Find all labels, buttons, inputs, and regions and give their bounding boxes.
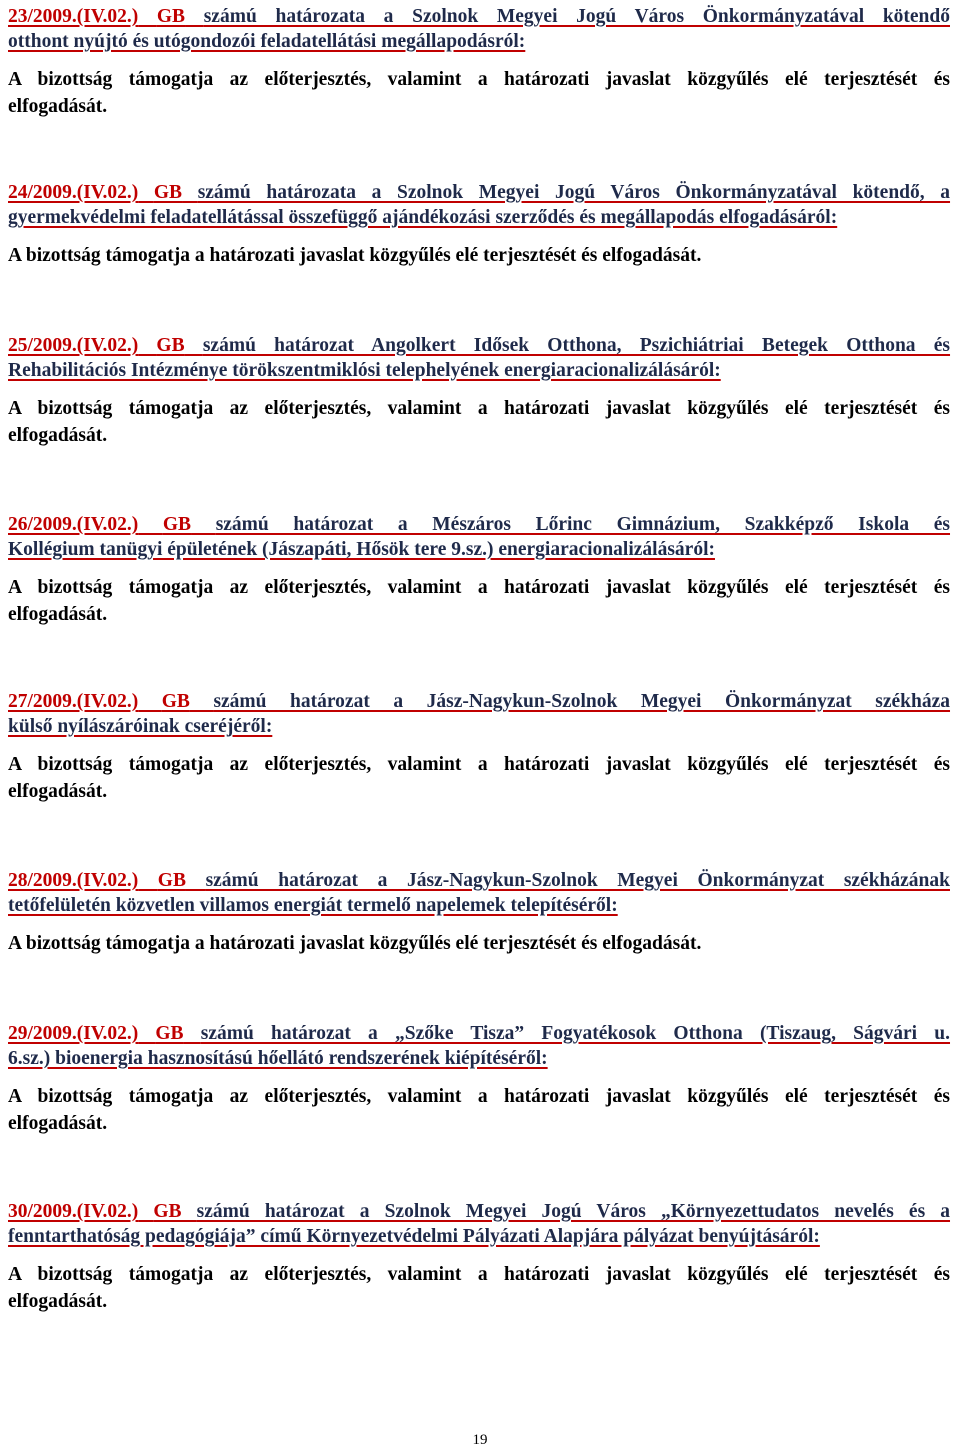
decision-line1: A bizottság támogatja az előterjesztés, valamint a határozati javaslat közgyűlés elé terjesztését és <box>8 69 950 90</box>
resolution-number: 23/2009.(IV.02.) <box>8 6 139 27</box>
decision-line1: A bizottság támogatja az előterjesztés, valamint a határozati javaslat közgyűlés elé terjesztését és <box>8 398 950 419</box>
resolution-gb: GB <box>153 182 183 203</box>
decision-line1: A bizottság támogatja az előterjesztés, valamint a határozati javaslat közgyűlés elé terjesztését és <box>8 577 950 598</box>
resolution-gb: GB <box>155 1023 184 1044</box>
resolution-number: 30/2009.(IV.02.) <box>8 1201 139 1222</box>
resolution-title-line2: Kollégium tanügyi épületének (Jászapáti, Hősök tere 9.sz.) energiaracionalizálásáról: <box>8 539 715 560</box>
decision-line2: elfogadását. <box>8 1113 108 1134</box>
resolution-title-line1: számú határozata a Szolnok Megyei Jogú Város Önkormányzatával kötendő, a <box>197 182 951 203</box>
resolution-decision <box>8 1083 950 1137</box>
resolution-block <box>8 333 950 449</box>
resolution-gb: GB <box>162 514 192 535</box>
page-number: 19 <box>472 1432 488 1448</box>
decision-line2: elfogadását. <box>8 781 108 802</box>
resolution-title-line2: külső nyílászáróinak cseréjéről: <box>8 716 273 737</box>
resolution-number: 29/2009.(IV.02.) <box>8 1023 139 1044</box>
resolution-block <box>8 1199 950 1315</box>
resolution-heading <box>8 1199 950 1249</box>
resolution-title-line1: számú határozat a „Szőke Tisza” Fogyatékosok Otthona (Tiszaug, Ságvári u. <box>200 1023 951 1044</box>
resolution-title-line2: fenntarthatóság pedagógiája” című Környezetvédelmi Pályázati Alapjára pályázat benyújtásáról: <box>8 1226 820 1247</box>
resolution-gb: GB <box>161 691 190 712</box>
resolution-block <box>8 512 950 628</box>
resolution-heading <box>8 868 950 918</box>
resolution-title-line1: számú határozat a Szolnok Megyei Jogú Város „Környezettudatos nevelés és a <box>196 1201 951 1222</box>
resolution-heading <box>8 333 950 383</box>
resolution-number: 24/2009.(IV.02.) <box>8 182 139 203</box>
resolution-heading <box>8 512 950 562</box>
resolution-gb: GB <box>156 335 185 356</box>
decision-line2: elfogadását. <box>8 425 108 446</box>
resolution-number: 26/2009.(IV.02.) <box>8 514 139 535</box>
resolution-title-line1: számú határozat a Jász-Nagykun-Szolnok Megyei Önkormányzat székházának <box>205 870 950 891</box>
decision-line1: A bizottság támogatja az előterjesztés, valamint a határozati javaslat közgyűlés elé terjesztését és <box>8 754 950 775</box>
resolution-decision <box>8 1261 950 1315</box>
resolution-title-line2: gyermekvédelmi feladatellátással összefüggő ajándékozási szerződés és megállapodás elfogadásáról: <box>8 207 838 228</box>
resolution-title-line1: számú határozat a Jász-Nagykun-Szolnok Megyei Önkormányzat székháza <box>213 691 951 712</box>
resolution-heading <box>8 1021 950 1071</box>
resolution-title-line1: számú határozata a Szolnok Megyei Jogú Város Önkormányzatával kötendő <box>203 6 950 27</box>
resolution-decision <box>8 574 950 628</box>
resolution-number: 27/2009.(IV.02.) <box>8 691 139 712</box>
resolution-title-line1: számú határozat a Mészáros Lőrinc Gimnázium, Szakképző Iskola és <box>215 514 951 535</box>
resolution-number: 28/2009.(IV.02.) <box>8 870 139 891</box>
resolution-title-line2: Rehabilitációs Intézménye törökszentmiklósi telephelyének energiaracionalizálásáról: <box>8 360 721 381</box>
decision-line2: elfogadását. <box>8 604 108 625</box>
decision-line2: elfogadását. <box>8 1291 108 1312</box>
resolution-heading <box>8 180 950 230</box>
resolution-block <box>8 4 950 120</box>
resolution-block <box>8 180 950 269</box>
decision-line1: A bizottság támogatja a határozati javaslat közgyűlés elé terjesztését és elfogadását. <box>8 245 702 266</box>
decision-line1: A bizottság támogatja az előterjesztés, valamint a határozati javaslat közgyűlés elé terjesztését és <box>8 1264 950 1285</box>
resolution-block <box>8 689 950 805</box>
decision-line1: A bizottság támogatja a határozati javaslat közgyűlés elé terjesztését és elfogadását. <box>8 933 702 954</box>
resolution-decision <box>8 242 950 269</box>
resolution-block <box>8 868 950 957</box>
resolution-gb: GB <box>156 6 186 27</box>
resolution-title-line2: 6.sz.) bioenergia hasznosítású hőellátó rendszerének kiépítéséről: <box>8 1048 548 1069</box>
decision-line2: elfogadását. <box>8 96 108 117</box>
resolution-number: 25/2009.(IV.02.) <box>8 335 139 356</box>
resolution-decision <box>8 66 950 120</box>
resolution-title-line1: számú határozat Angolkert Idősek Otthona, Pszichiátriai Betegek Otthona és <box>202 335 951 356</box>
resolution-title-line2: otthont nyújtó és utógondozói feladatellátási megállapodásról: <box>8 31 526 52</box>
resolution-block <box>8 1021 950 1137</box>
resolution-heading <box>8 689 950 739</box>
resolution-decision <box>8 930 950 957</box>
resolution-heading <box>8 4 950 54</box>
resolution-gb: GB <box>153 1201 182 1222</box>
resolution-decision <box>8 395 950 449</box>
decision-line1: A bizottság támogatja az előterjesztés, valamint a határozati javaslat közgyűlés elé terjesztését és <box>8 1086 950 1107</box>
resolution-gb: GB <box>157 870 186 891</box>
resolution-title-line2: tetőfelületén közvetlen villamos energiát termelő napelemek telepítéséről: <box>8 895 618 916</box>
resolution-decision <box>8 751 950 805</box>
